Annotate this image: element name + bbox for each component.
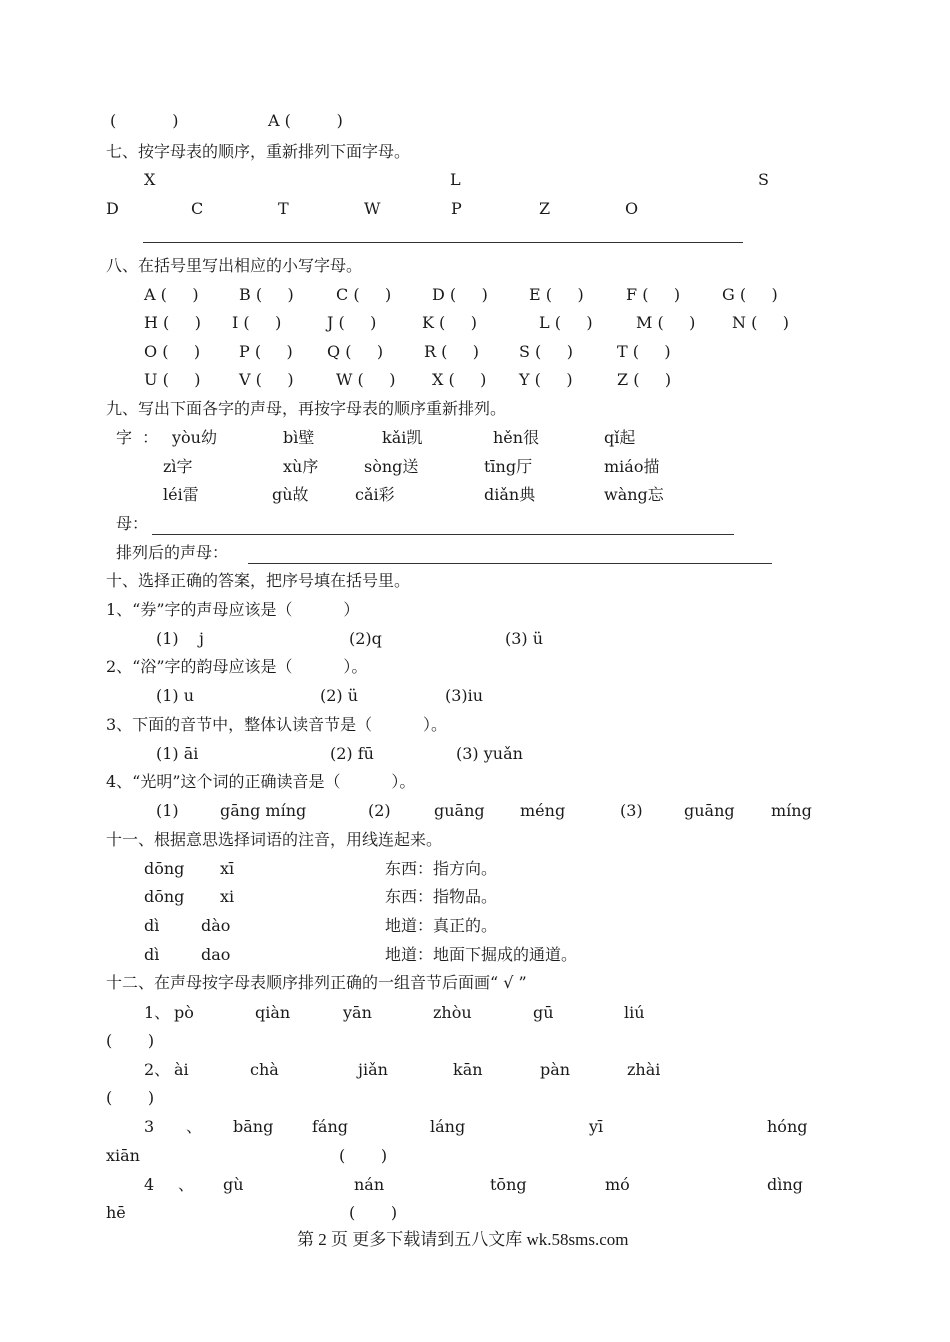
pinyin-char: tīng厅 [484,457,533,476]
syllable: chà [250,1060,279,1079]
pinyin-char: kǎi凯 [382,428,423,447]
syllable: hē [106,1203,126,1222]
pinyin-char: sòng送 [364,457,419,476]
letter-paren[interactable]: U ( ) [144,370,201,389]
pinyin-char: cǎi彩 [355,485,395,504]
option: (1) [156,801,179,820]
letter-paren[interactable]: N ( ) [732,313,789,332]
answer-paren[interactable]: ( ) [106,1088,155,1107]
item-number: 1、 [144,1003,171,1022]
letter-paren[interactable]: M ( ) [636,313,696,332]
pinyin-char: yòu幼 [172,428,217,447]
syllable: tōng [490,1175,527,1194]
pinyin[interactable]: dì [144,945,160,964]
letter-paren[interactable]: H ( ) [144,313,201,332]
section-heading-7: 七、按字母表的顺序，重新排列下面字母。 [106,142,411,161]
syllable: láng [430,1117,466,1136]
section-heading-12: 十二、在声母按字母表顺序排列正确的一组音节后面画“ √ ” [106,973,527,992]
answer-paren[interactable]: ( ) [110,111,179,130]
option: (2) [368,801,391,820]
section-heading-9: 九、写出下面各字的声母，再按字母表的顺序重新排列。 [106,399,507,418]
letter-paren[interactable]: W ( ) [336,370,396,389]
letter-paren[interactable]: C ( ) [336,285,392,304]
option: gāng míng [220,801,307,820]
option: (1) u [156,686,195,705]
option: (3) [620,801,643,820]
meaning[interactable]: 东西：指方向。 [385,859,498,878]
letter-paren[interactable]: Z ( ) [617,370,672,389]
option: méng [520,801,566,820]
letter-paren[interactable]: L ( ) [539,313,593,332]
option: (1) j [156,629,204,648]
letter-paren[interactable]: E ( ) [529,285,584,304]
section-heading-11: 十一、根据意思选择词语的注音，用线连起来。 [106,830,443,849]
pinyin-char: bì壁 [283,428,315,447]
letter-paren[interactable]: I ( ) [232,313,282,332]
option: (3) yuǎn [456,744,523,763]
pinyin-char: qǐ起 [604,428,636,447]
pinyin-char: gù故 [272,485,309,504]
pinyin-char: xù序 [283,457,319,476]
syllable: qiàn [255,1003,291,1022]
syllable: zhòu [433,1003,472,1022]
letter-paren[interactable]: G ( ) [722,285,778,304]
letter: O [625,199,639,218]
syllable: kān [453,1060,483,1079]
pinyin-char: diǎn典 [484,485,536,504]
section-heading-10: 十、选择正确的答案，把序号填在括号里。 [106,571,411,590]
pinyin[interactable]: xi [220,887,235,906]
item-separator: 、 [178,1175,195,1194]
label-mu: 母： [116,514,149,533]
option: (3)iu [445,686,484,705]
pinyin[interactable]: dōng [144,859,185,878]
option: guāng [684,801,735,820]
letter-paren[interactable]: P ( ) [239,342,293,361]
item-number: 2、 [144,1060,171,1079]
pinyin[interactable]: dao [201,945,231,964]
pinyin[interactable]: dào [201,916,231,935]
syllable: zhài [627,1060,661,1079]
question-4: 4、“光明”这个词的正确读音是（ ）。 [106,772,416,791]
answer-paren[interactable]: ( ) [349,1203,398,1222]
option: (2)q [349,629,382,648]
item-separator: 、 [186,1117,203,1136]
meaning[interactable]: 地道：真正的。 [385,916,498,935]
pinyin-char: zì字 [163,457,193,476]
letter: L [450,170,461,189]
letter: X [144,170,156,189]
letter-paren[interactable]: F ( ) [626,285,681,304]
letter-paren[interactable]: Y ( ) [519,370,573,389]
option: (2) fū [330,744,374,763]
syllable: liú [624,1003,645,1022]
option: (3) ü [505,629,544,648]
answer-paren[interactable]: A ( ) [268,111,343,130]
letter-paren[interactable]: S ( ) [519,342,573,361]
syllable: ài [174,1060,189,1079]
answer-line[interactable] [248,563,772,564]
syllable: nán [354,1175,385,1194]
letter-paren[interactable]: V ( ) [239,370,294,389]
label-zi: 字 ： [116,428,159,447]
syllable: pàn [540,1060,571,1079]
letter-paren[interactable]: T ( ) [617,342,671,361]
pinyin-char: miáo描 [604,457,660,476]
letter-paren[interactable]: D ( ) [432,285,488,304]
syllable: yī [589,1117,604,1136]
syllable: fáng [312,1117,349,1136]
syllable: pò [174,1003,194,1022]
letter: W [364,199,381,218]
letter: Z [539,199,551,218]
letter: C [191,199,204,218]
question-2: 2、“浴”字的韵母应该是（ ）。 [106,657,368,676]
answer-line[interactable] [152,534,734,535]
pinyin-char: léi雷 [163,485,199,504]
letter-paren[interactable]: O ( ) [144,342,201,361]
syllable: xiān [106,1146,140,1165]
syllable: yān [343,1003,372,1022]
pinyin[interactable]: dōng [144,887,185,906]
meaning[interactable]: 东西：指物品。 [385,887,498,906]
answer-paren[interactable]: ( ) [106,1031,155,1050]
label-sorted: 排列后的声母： [116,543,229,562]
syllable: hóng [767,1117,808,1136]
letter-paren[interactable]: A ( ) [144,285,199,304]
letter-paren[interactable]: B ( ) [239,285,294,304]
syllable: jiǎn [358,1060,388,1079]
letter-paren[interactable]: Q ( ) [327,342,384,361]
letter-paren[interactable]: X ( ) [432,370,487,389]
pinyin-char: hěn很 [493,428,540,447]
syllable: gū [533,1003,554,1022]
letter-paren[interactable]: K ( ) [422,313,477,332]
answer-paren[interactable]: ( ) [339,1146,388,1165]
option: (1) āi [156,744,199,763]
letter: T [278,199,289,218]
syllable: gù [223,1175,244,1194]
syllable: bāng [233,1117,274,1136]
syllable: dìng [767,1175,803,1194]
section-heading-8: 八、在括号里写出相应的小写字母。 [106,256,363,275]
question-1: 1、“券”字的声母应该是（ ） [106,600,360,619]
answer-line[interactable] [143,242,743,243]
pinyin-char: wàng忘 [604,485,664,504]
letter: S [758,170,769,189]
question-3: 3、下面的音节中，整体认读音节是（ ）。 [106,715,448,734]
pinyin[interactable]: xī [220,859,235,878]
letter: D [106,199,119,218]
syllable: mó [605,1175,630,1194]
pinyin[interactable]: dì [144,916,160,935]
item-number: 3 [144,1117,155,1136]
item-number: 4 [144,1175,155,1194]
letter-paren[interactable]: R ( ) [424,342,480,361]
option: guāng [434,801,485,820]
page-footer: 第 2 页 更多下载请到五八文库 wk.58sms.com [297,1230,629,1249]
option: (2) ü [320,686,359,705]
meaning[interactable]: 地道：地面下掘成的通道。 [385,945,578,964]
option: míng [771,801,812,820]
letter: P [451,199,462,218]
letter-paren[interactable]: J ( ) [327,313,377,332]
